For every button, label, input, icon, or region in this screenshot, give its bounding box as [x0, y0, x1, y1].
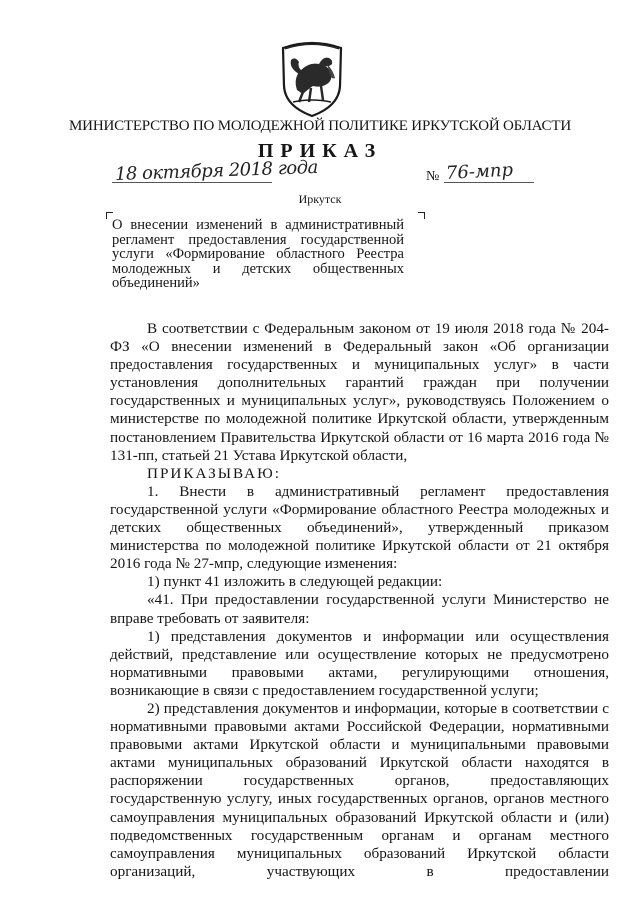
command-word: ПРИКАЗЫВАЮ:	[147, 464, 281, 482]
handwritten-date: 18 октября 2018 года	[114, 156, 319, 185]
item-1-paragraph: 1. Внести в административный регламент предоставления государственной услуги «Формирование областного Реестра молодежных и детских общественных объединений», утвержденный приказом министерства по молодежной политике Иркутской области от 21 октября 2016 года № 27-мпр, следующие изменения:	[110, 482, 609, 573]
subject-bracket-right	[418, 212, 425, 219]
number-underline	[444, 182, 534, 183]
ministry-name: МИНИСТЕРСТВО ПО МОЛОДЕЖНОЙ ПОЛИТИКЕ ИРКУТСКОЙ ОБЛАСТИ	[69, 118, 571, 134]
irkutsk-coat-of-arms-icon	[277, 34, 347, 118]
order-subject: О внесении изменений в административный регламент предоставления государственной услуги «Формирование областного Реестра молодежных и детских общественных объединений»	[112, 217, 404, 291]
subpoint-2-paragraph: 2) представления документов и информации, которые в соответствии с нормативными правовыми актами Российской Федерации, нормативными правовыми актами Иркутской области и муниципальными правовыми актами муниципальных образований Иркутской области находятся в распоряжении государственных органов, предоставляющих государственную услугу, иных государственных органов, органов местного самоуправления муниципальных образований Иркутской области и (или) подведомственных государственным органам и органам местного самоуправления муниципальных образований Иркутской области организаций, участвующих в предоставлении	[110, 699, 609, 880]
order-body	[110, 320, 609, 881]
document-title: ПРИКАЗ	[257, 140, 383, 162]
preamble-paragraph: В соответствии с Федеральным законом от 19 июля 2018 года № 204-ФЗ «О внесении изменений в Федеральный закон «Об организации предоставления государственных и муниципальных услуг» в части установления дополнительных гарантий граждан при получении государственных и муниципальных услуг», руководствуясь Положением о министерстве по молодежной политике Иркутской области, утвержденным постановлением Правительства Иркутской области от 16 марта 2016 года № 131-пп, статьей 21 Устава Иркутской области,	[110, 320, 609, 464]
subpoint-1-paragraph: 1) представления документов и информации или осуществления действий, представление или осуществление которых не предусмотрено нормативными правовыми актами, регулирующими отношения, возникающие в связи с предоставлением государственной услуги;	[110, 627, 609, 699]
point-41-paragraph: «41. При предоставлении государственной услуги Министерство не вправе требовать от заявителя:	[110, 591, 609, 627]
handwritten-order-number: 76-мпр	[445, 159, 514, 184]
number-prefix: №	[426, 169, 440, 184]
city-name: Иркутск	[298, 192, 342, 206]
date-underline	[112, 182, 272, 183]
item-1-1-paragraph: 1) пункт 41 изложить в следующей редакции:	[147, 573, 443, 591]
